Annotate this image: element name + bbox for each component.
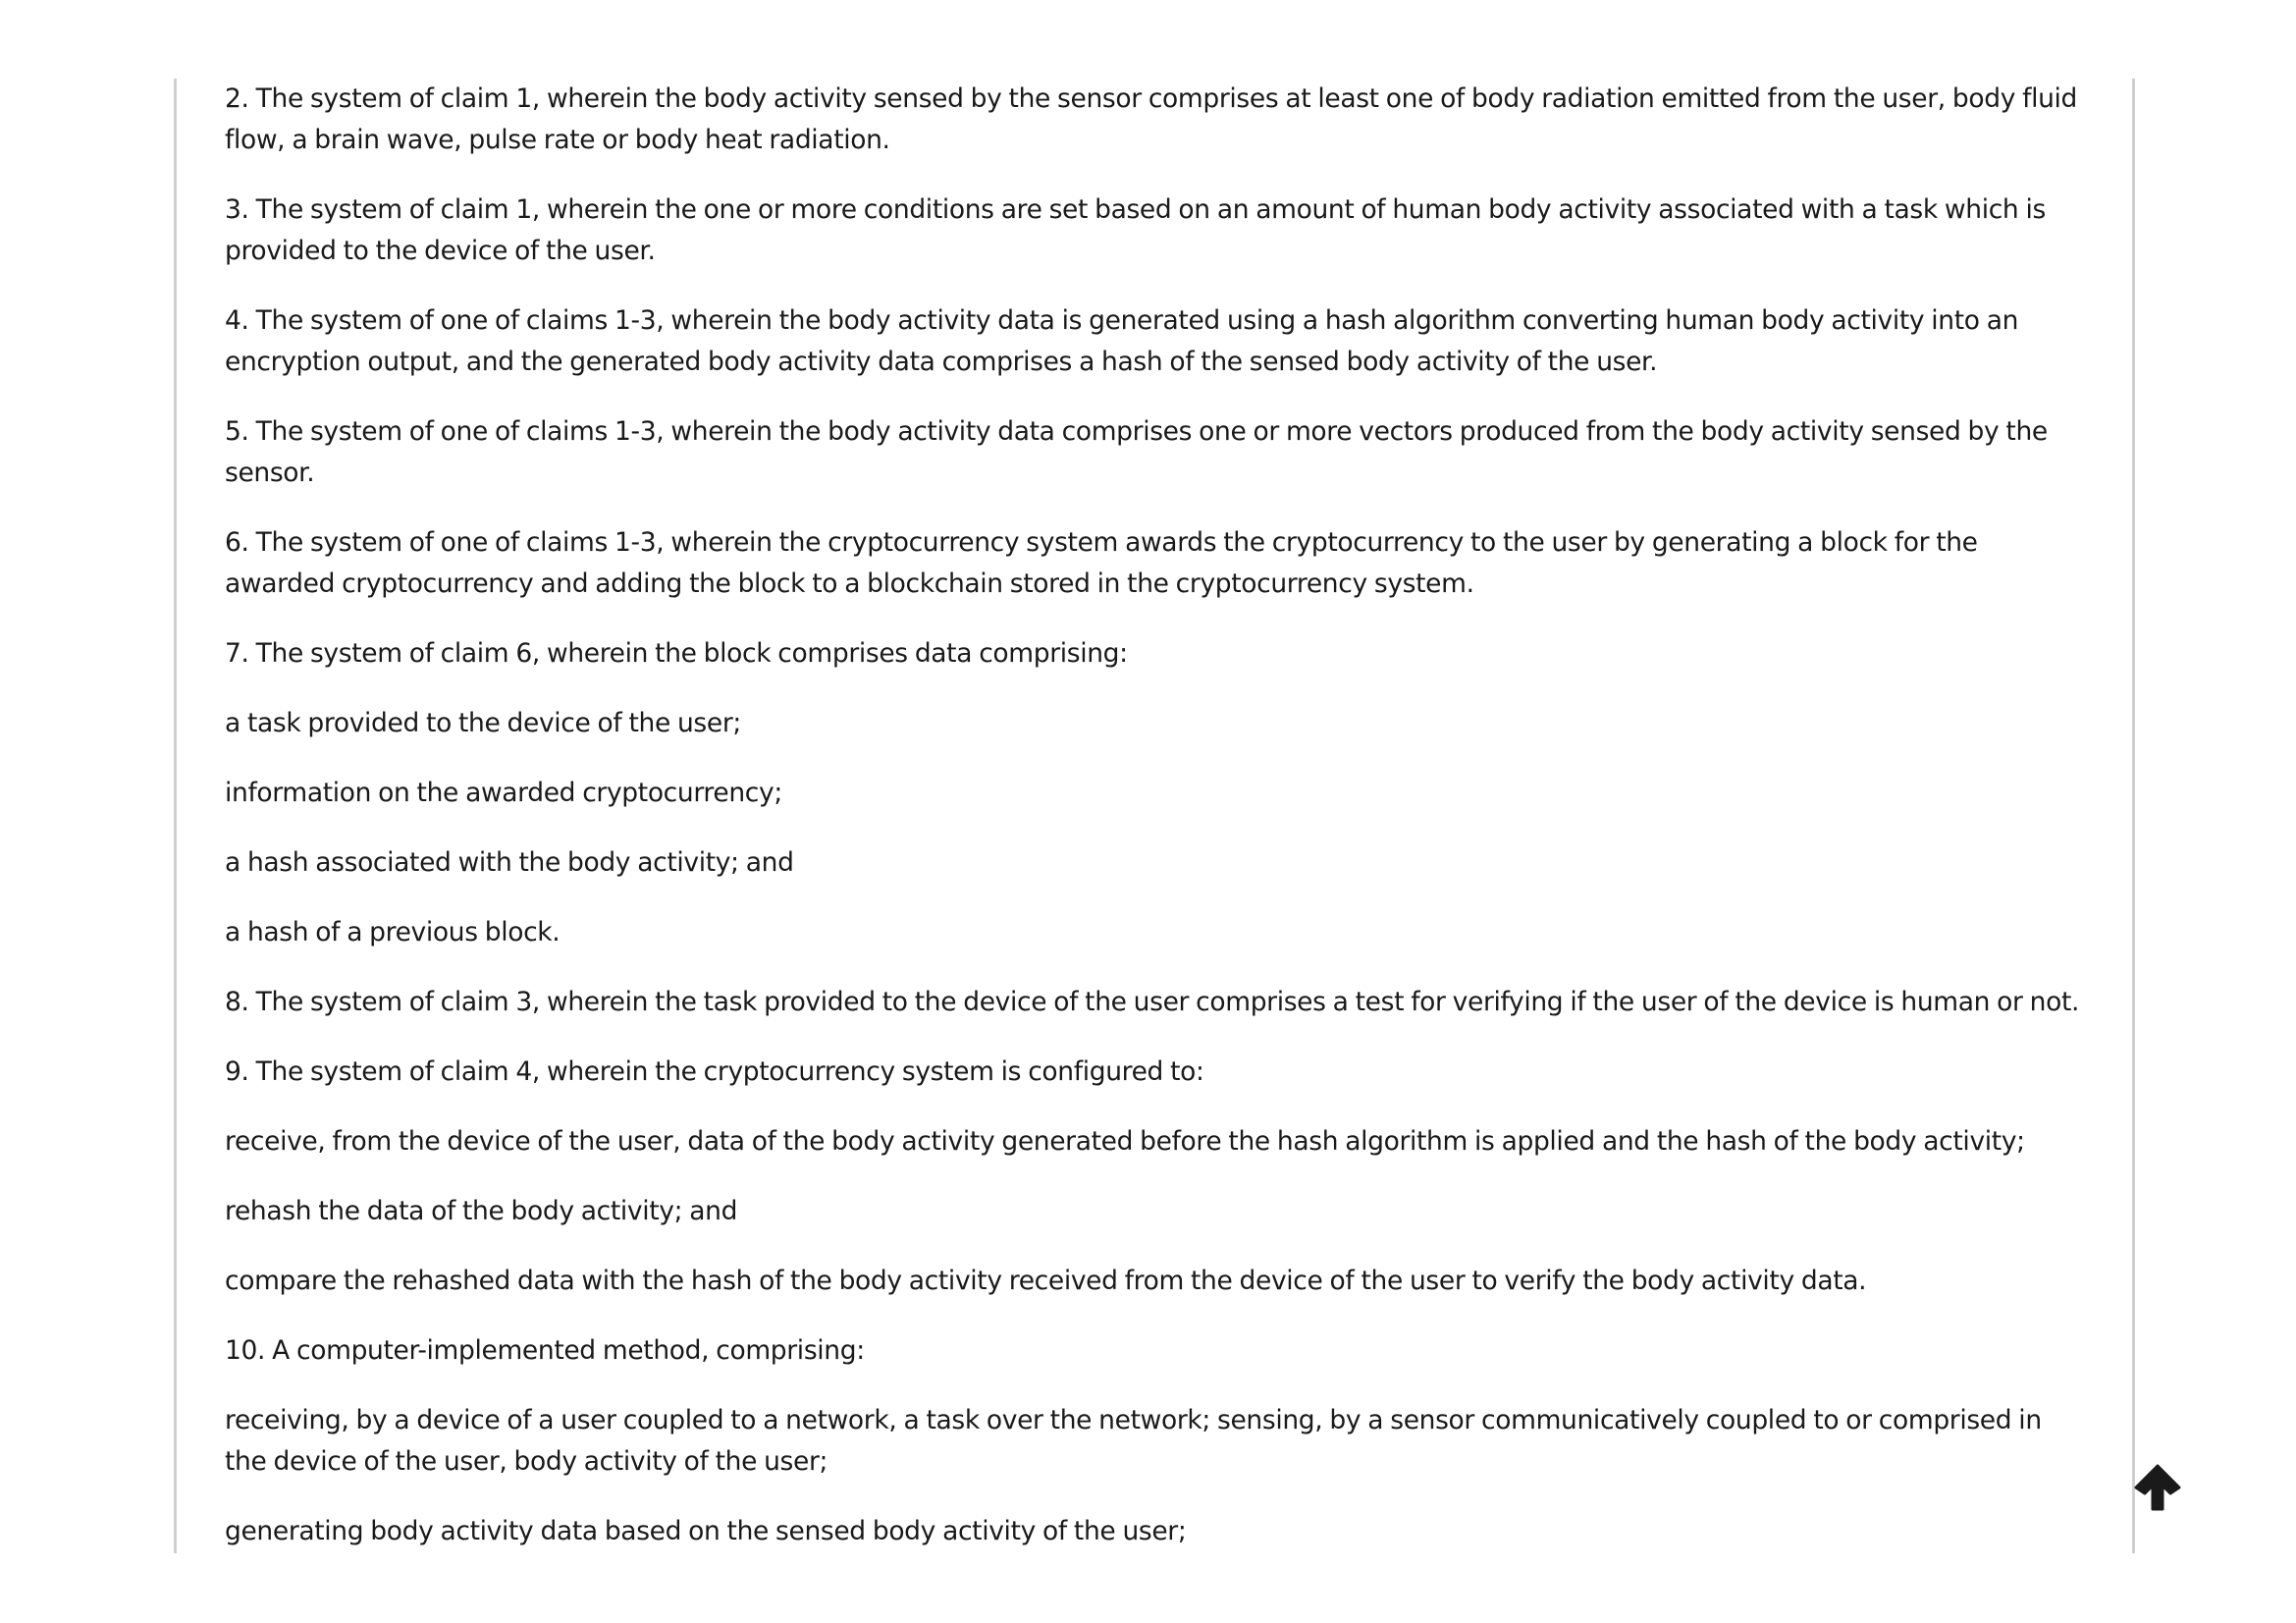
- claim-paragraph: 5. The system of one of claims 1-3, wherein the body activity data comprises one or more vectors produced from the body activity sensed by the sensor.: [225, 416, 2048, 488]
- claim-subitem: a hash associated with the body activity; and: [225, 847, 794, 878]
- claim-paragraph: 9. The system of claim 4, wherein the cryptocurrency system is configured to:: [225, 1056, 1204, 1087]
- claim-paragraph: 2. The system of claim 1, wherein the body activity sensed by the sensor comprises at least one of body radiation emitted from the user, body fluid flow, a brain wave, pulse rate or body heat radiation.: [225, 83, 2078, 155]
- arrow-up-icon: [2133, 1463, 2182, 1512]
- claim-paragraph: 4. The system of one of claims 1-3, wherein the body activity data is generated using a hash algorithm converting human body activity into an encryption output, and the generated body activity data comprises a hash of the sensed body activity of the user.: [225, 305, 2019, 377]
- claim-paragraph: 7. The system of claim 6, wherein the block comprises data comprising:: [225, 638, 1128, 669]
- back-to-top-button[interactable]: [2133, 1463, 2182, 1512]
- document-content-frame: [174, 79, 2135, 1553]
- claim-paragraph: 8. The system of claim 3, wherein the task provided to the device of the user comprises a test for verifying if the user of the device is human or not.: [225, 987, 2080, 1017]
- claim-subitem: rehash the data of the body activity; and: [225, 1196, 738, 1226]
- claim-paragraph: 6. The system of one of claims 1-3, wherein the cryptocurrency system awards the cryptocurrency to the user by generating a block for the awarded cryptocurrency and adding the block to a blockchain stored in the cryptocurrency system.: [225, 527, 1978, 599]
- claim-subitem: receiving, by a device of a user coupled to a network, a task over the network; sensing, by a sensor communicatively coupled to or comprised in the device of the user, body activity of the user;: [225, 1405, 2042, 1477]
- claim-paragraph: 3. The system of claim 1, wherein the one or more conditions are set based on an amount of human body activity associated with a task which is provided to the device of the user.: [225, 194, 2046, 266]
- claim-paragraph: 10. A computer-implemented method, comprising:: [225, 1335, 865, 1366]
- claims-list: [225, 79, 2090, 1581]
- claim-subitem: information on the awarded cryptocurrency;: [225, 778, 782, 808]
- claim-subitem: a hash of a previous block.: [225, 917, 561, 947]
- claim-subitem: compare the rehashed data with the hash of the body activity received from the device of the user to verify the body activity data.: [225, 1266, 1867, 1296]
- claim-subitem: a task provided to the device of the user;: [225, 708, 741, 738]
- claim-subitem: generating body activity data based on the sensed body activity of the user;: [225, 1516, 1187, 1546]
- claim-subitem: receive, from the device of the user, data of the body activity generated before the hash algorithm is applied and the hash of the body activity;: [225, 1126, 2025, 1157]
